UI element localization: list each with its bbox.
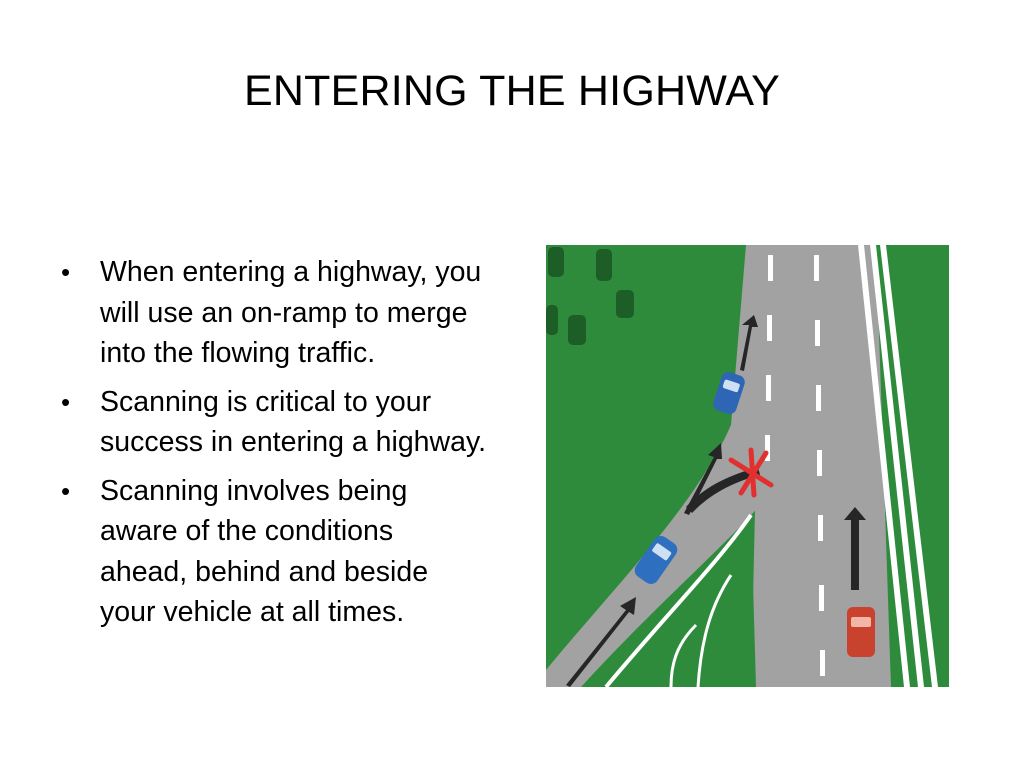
bullet-dot-icon: •	[61, 257, 71, 287]
bullet-text: Scanning is critical to your success in entering a highway.	[100, 385, 487, 458]
lane-dash	[814, 255, 819, 281]
lane-dash	[815, 320, 820, 346]
slide-title: ENTERING THE HIGHWAY	[244, 66, 780, 115]
lane-dash	[818, 515, 823, 541]
lane-dash	[820, 650, 825, 676]
lane-dash	[819, 585, 824, 611]
conflict-x-stroke	[751, 450, 754, 495]
lane-dash	[767, 315, 772, 341]
bullet-item	[58, 471, 488, 633]
tree-icon	[548, 247, 564, 277]
bullet-text: Scanning involves being aware of the conditions ahead, behind and beside your vehicle at all times.	[100, 474, 429, 628]
bullet-item	[58, 382, 488, 463]
tree-icon	[568, 315, 586, 345]
tree-icon	[546, 305, 558, 335]
tree-icon	[596, 249, 612, 281]
bullet-item	[58, 252, 488, 374]
lane-dash	[816, 385, 821, 411]
lane-dash	[817, 450, 822, 476]
lane-dash	[766, 375, 771, 401]
bullet-list	[58, 252, 488, 641]
tree-icon	[616, 290, 634, 318]
highway-merge-illustration	[546, 245, 949, 687]
lane-dash	[768, 255, 773, 281]
highway-merge-diagram	[546, 245, 949, 687]
bullet-dot-icon: •	[61, 386, 71, 417]
car-body	[847, 607, 875, 657]
car-icon	[847, 607, 875, 657]
bullet-dot-icon: •	[61, 475, 71, 506]
bullet-text: When entering a highway, you will use an on-ramp to merge into the flowing traffic.	[100, 256, 482, 369]
car-windshield	[851, 617, 871, 627]
